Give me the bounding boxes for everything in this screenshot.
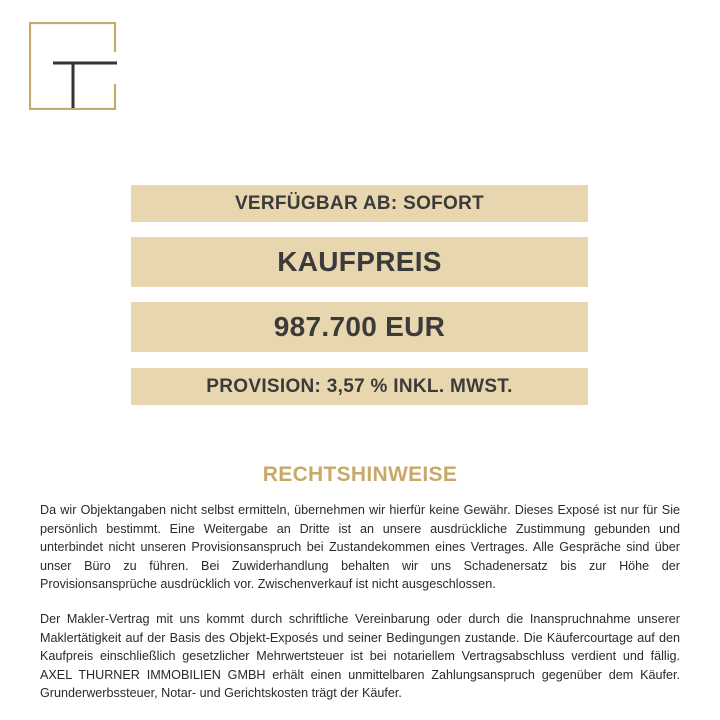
price-label-banner: KAUFPREIS xyxy=(131,237,588,287)
legal-heading: RECHTSHINWEISE xyxy=(262,463,458,486)
logo-icon xyxy=(29,22,117,110)
price-value-banner: 987.700 EUR xyxy=(131,302,588,352)
legal-paragraph-1: Da wir Objektangaben nicht selbst ermitteln, übernehmen wir hierfür keine Gewähr. Dieses Exposé ist nur für Sie persönlich bestimmt. Eine Weitergabe an Dritte ist an unsere ausdrückliche Zustimmung gebunden und unterbindet nicht unseren Provisionsanspruch bei Zustandekommen eines Vertrages. Alle Gespräche sind über unser Büro zu führen. Bei Zuwiderhandlung behalten wir uns Schadenersatz bis zur Höhe der Provisionsansprüche ausdrücklich vor. Zwischenverkauf ist nicht ausgeschlossen. xyxy=(40,503,680,592)
legal-paragraph-2: Der Makler-Vertrag mit uns kommt durch schriftliche Vereinbarung oder durch die Inanspruchnahme unserer Maklertätigkeit auf der Basis des Objekt-Exposés und seiner Bedingungen zustande. Die Käufercourtage auf den Kaufpreis einschließlich gesetzlicher Mehrwertsteuer ist bei notariellem Vertragsabschluss verdient und fällig. AXEL THURNER IMMOBILIEN GMBH erhält einen unmittelbaren Zahlungsanspruch gegenüber dem Käufer. Grunderwerbssteuer, Notar- und Gerichtskosten trägt der Käufer. xyxy=(40,612,680,701)
availability-banner: VERFÜGBAR AB: SOFORT xyxy=(131,185,588,222)
commission-banner: PROVISION: 3,57 % INKL. MWST. xyxy=(131,368,588,405)
